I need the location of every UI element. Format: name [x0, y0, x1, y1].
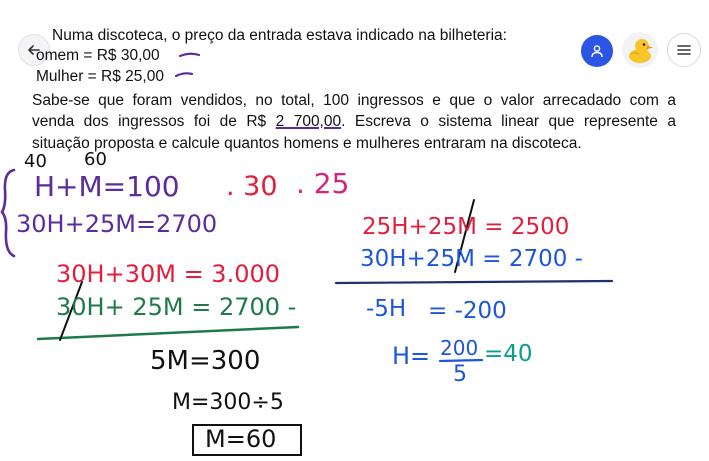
problem-line-2-start: venda dos ingressos foi de R$: [32, 113, 267, 130]
multiplier-25: . 25: [296, 167, 350, 200]
problem-line-1: Sabe-se que foram vendidos, no total, 100 ingressos e que o valor arrecadado com a: [32, 92, 676, 109]
step-m-division: M=300÷5: [172, 390, 284, 415]
ink-dash-homem: [180, 54, 199, 56]
h-numerator: 200: [440, 336, 479, 360]
rubber-duck-icon: [625, 35, 655, 65]
price-mulher: Mulher = R$ 25,00: [36, 68, 164, 85]
red-equation: 30H+30M = 3.000: [56, 260, 281, 288]
blue-row-3-left: -5H: [366, 296, 407, 322]
fraction-bar: [440, 360, 482, 361]
menu-button[interactable]: [667, 33, 701, 67]
equation-2: 30H+25M=2700: [16, 210, 218, 238]
ink-dash-mulher: [176, 73, 192, 76]
problem-line-2: [32, 112, 676, 132]
h-result: =40: [484, 341, 533, 367]
h-denominator: 5: [453, 362, 467, 387]
system-brace: [2, 170, 14, 256]
navy-divider: [336, 281, 612, 283]
total-amount: 2 700,00: [275, 113, 342, 130]
price-homem: omem = R$ 30,00: [36, 47, 160, 64]
blue-row-2: 30H+25M = 2700 -: [360, 246, 583, 272]
problem-line-3: situação proposta e calcule quantos homens e mulheres entraram na discoteca.: [32, 135, 582, 152]
step-5m: 5M=300: [150, 346, 261, 376]
duck-button[interactable]: [622, 32, 658, 68]
multiplier-30: . 30: [226, 171, 278, 202]
green-divider: [38, 327, 298, 339]
result-m: M=60: [205, 425, 277, 453]
guess-m: 60: [84, 149, 107, 170]
problem-line-2-end: . Escreva o sistema linear que represente a: [341, 113, 676, 130]
blue-row-1: 25H+25M = 2500: [362, 214, 570, 240]
user-icon: [590, 44, 604, 58]
guess-h: 40: [24, 151, 47, 172]
green-equation: 30H+ 25M = 2700 -: [56, 293, 297, 321]
equation-1: H+M=100: [34, 170, 180, 203]
hamburger-menu-icon: [677, 44, 691, 56]
blue-row-3-right: = -200: [428, 298, 507, 324]
problem-intro: Numa discoteca, o preço da entrada estava indicado na bilheteria:: [52, 27, 507, 44]
h-label: H=: [392, 342, 431, 370]
user-button[interactable]: [581, 35, 613, 67]
